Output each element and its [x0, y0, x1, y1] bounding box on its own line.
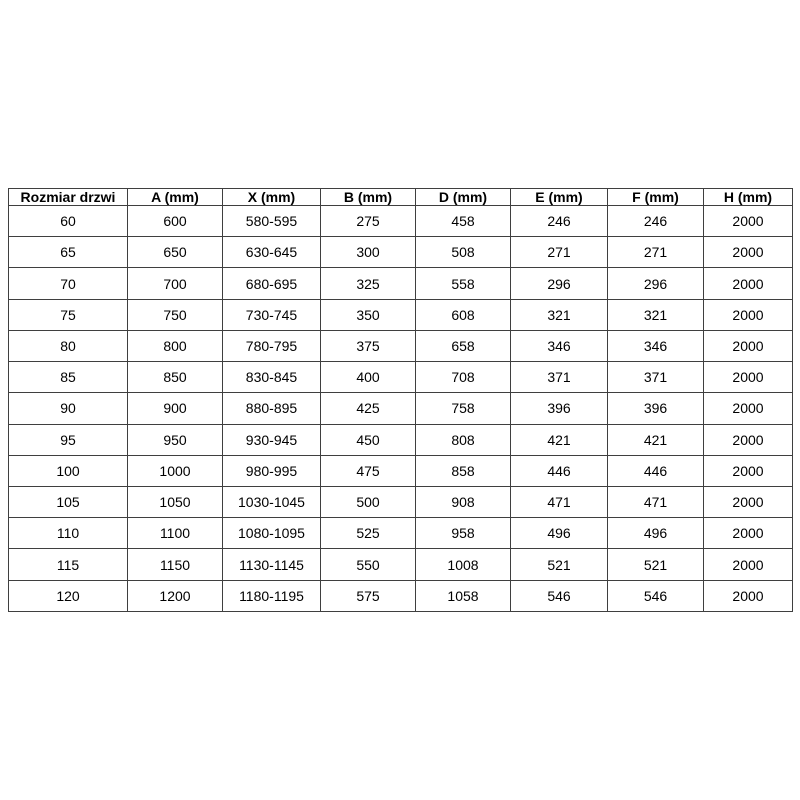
table-cell: 100 — [9, 455, 128, 486]
table-cell: 2000 — [704, 486, 793, 517]
door-size-table — [8, 188, 793, 612]
table-cell: 750 — [128, 299, 223, 330]
table-cell: 1100 — [128, 518, 223, 549]
table-body — [9, 206, 793, 612]
table-row — [9, 518, 793, 549]
table-cell: 90 — [9, 393, 128, 424]
header-row — [9, 189, 793, 206]
table-cell: 1130-1145 — [223, 549, 321, 580]
table-cell: 2000 — [704, 518, 793, 549]
table-cell: 880-895 — [223, 393, 321, 424]
table-row — [9, 299, 793, 330]
table-cell: 2000 — [704, 549, 793, 580]
table-cell: 575 — [321, 580, 416, 611]
table-cell: 246 — [608, 206, 704, 237]
table-cell: 325 — [321, 268, 416, 299]
table-row — [9, 393, 793, 424]
table-cell: 321 — [608, 299, 704, 330]
table-cell: 80 — [9, 330, 128, 361]
column-header-d-mm: D (mm) — [416, 189, 511, 206]
table-cell: 908 — [416, 486, 511, 517]
table-cell: 471 — [608, 486, 704, 517]
table-cell: 471 — [511, 486, 608, 517]
column-header-a-mm: A (mm) — [128, 189, 223, 206]
table-cell: 496 — [511, 518, 608, 549]
table-cell: 475 — [321, 455, 416, 486]
table-cell: 1000 — [128, 455, 223, 486]
table-cell: 2000 — [704, 237, 793, 268]
table-cell: 780-795 — [223, 330, 321, 361]
table-cell: 546 — [511, 580, 608, 611]
table-cell: 521 — [511, 549, 608, 580]
table-cell: 371 — [608, 362, 704, 393]
table-cell: 1058 — [416, 580, 511, 611]
column-header-x-mm: X (mm) — [223, 189, 321, 206]
table-cell: 75 — [9, 299, 128, 330]
table-cell: 808 — [416, 424, 511, 455]
table-cell: 650 — [128, 237, 223, 268]
table-row — [9, 549, 793, 580]
table-cell: 2000 — [704, 206, 793, 237]
table-cell: 730-745 — [223, 299, 321, 330]
table-cell: 1080-1095 — [223, 518, 321, 549]
table-cell: 496 — [608, 518, 704, 549]
table-cell: 550 — [321, 549, 416, 580]
table-cell: 400 — [321, 362, 416, 393]
table-cell: 958 — [416, 518, 511, 549]
table-cell: 115 — [9, 549, 128, 580]
table-cell: 2000 — [704, 393, 793, 424]
table-cell: 321 — [511, 299, 608, 330]
table-cell: 110 — [9, 518, 128, 549]
table-cell: 396 — [511, 393, 608, 424]
table-cell: 558 — [416, 268, 511, 299]
table-cell: 350 — [321, 299, 416, 330]
table-cell: 296 — [608, 268, 704, 299]
table-cell: 2000 — [704, 424, 793, 455]
table-cell: 508 — [416, 237, 511, 268]
table-row — [9, 330, 793, 361]
table-cell: 758 — [416, 393, 511, 424]
table-cell: 525 — [321, 518, 416, 549]
table-cell: 2000 — [704, 362, 793, 393]
table-cell: 1200 — [128, 580, 223, 611]
column-header-rozmiar-drzwi: Rozmiar drzwi — [9, 189, 128, 206]
table-cell: 930-945 — [223, 424, 321, 455]
table-cell: 2000 — [704, 580, 793, 611]
table-cell: 680-695 — [223, 268, 321, 299]
table-cell: 580-595 — [223, 206, 321, 237]
table-cell: 546 — [608, 580, 704, 611]
table-cell: 421 — [608, 424, 704, 455]
table-cell: 450 — [321, 424, 416, 455]
table-cell: 446 — [511, 455, 608, 486]
table-row — [9, 455, 793, 486]
table-cell: 105 — [9, 486, 128, 517]
table-cell: 95 — [9, 424, 128, 455]
table-cell: 850 — [128, 362, 223, 393]
table-cell: 980-995 — [223, 455, 321, 486]
table-cell: 1008 — [416, 549, 511, 580]
table-row — [9, 206, 793, 237]
table-cell: 600 — [128, 206, 223, 237]
table-cell: 630-645 — [223, 237, 321, 268]
table-cell: 85 — [9, 362, 128, 393]
table-cell: 120 — [9, 580, 128, 611]
table-cell: 446 — [608, 455, 704, 486]
table-cell: 1050 — [128, 486, 223, 517]
table-cell: 2000 — [704, 268, 793, 299]
table-cell: 950 — [128, 424, 223, 455]
table-cell: 371 — [511, 362, 608, 393]
table-cell: 1150 — [128, 549, 223, 580]
table-cell: 396 — [608, 393, 704, 424]
table-cell: 421 — [511, 424, 608, 455]
table-row — [9, 362, 793, 393]
table-cell: 521 — [608, 549, 704, 580]
table-cell: 70 — [9, 268, 128, 299]
table-cell: 2000 — [704, 299, 793, 330]
table-cell: 300 — [321, 237, 416, 268]
table-row — [9, 424, 793, 455]
table-cell: 60 — [9, 206, 128, 237]
table-cell: 1030-1045 — [223, 486, 321, 517]
table-cell: 275 — [321, 206, 416, 237]
column-header-b-mm: B (mm) — [321, 189, 416, 206]
table-cell: 608 — [416, 299, 511, 330]
table-cell: 658 — [416, 330, 511, 361]
table-row — [9, 268, 793, 299]
table-cell: 700 — [128, 268, 223, 299]
column-header-h-mm: H (mm) — [704, 189, 793, 206]
column-header-f-mm: F (mm) — [608, 189, 704, 206]
column-header-e-mm: E (mm) — [511, 189, 608, 206]
table-cell: 458 — [416, 206, 511, 237]
table-cell: 900 — [128, 393, 223, 424]
table-cell: 2000 — [704, 330, 793, 361]
table-cell: 800 — [128, 330, 223, 361]
table-cell: 271 — [608, 237, 704, 268]
table-row — [9, 237, 793, 268]
table-cell: 296 — [511, 268, 608, 299]
table-cell: 708 — [416, 362, 511, 393]
table-row — [9, 486, 793, 517]
table-cell: 1180-1195 — [223, 580, 321, 611]
table-cell: 2000 — [704, 455, 793, 486]
table-cell: 346 — [511, 330, 608, 361]
table-cell: 65 — [9, 237, 128, 268]
table-cell: 271 — [511, 237, 608, 268]
table-row — [9, 580, 793, 611]
table-cell: 425 — [321, 393, 416, 424]
table-cell: 500 — [321, 486, 416, 517]
table-cell: 246 — [511, 206, 608, 237]
door-size-table-container — [8, 188, 792, 612]
table-cell: 375 — [321, 330, 416, 361]
table-cell: 346 — [608, 330, 704, 361]
table-cell: 830-845 — [223, 362, 321, 393]
table-cell: 858 — [416, 455, 511, 486]
